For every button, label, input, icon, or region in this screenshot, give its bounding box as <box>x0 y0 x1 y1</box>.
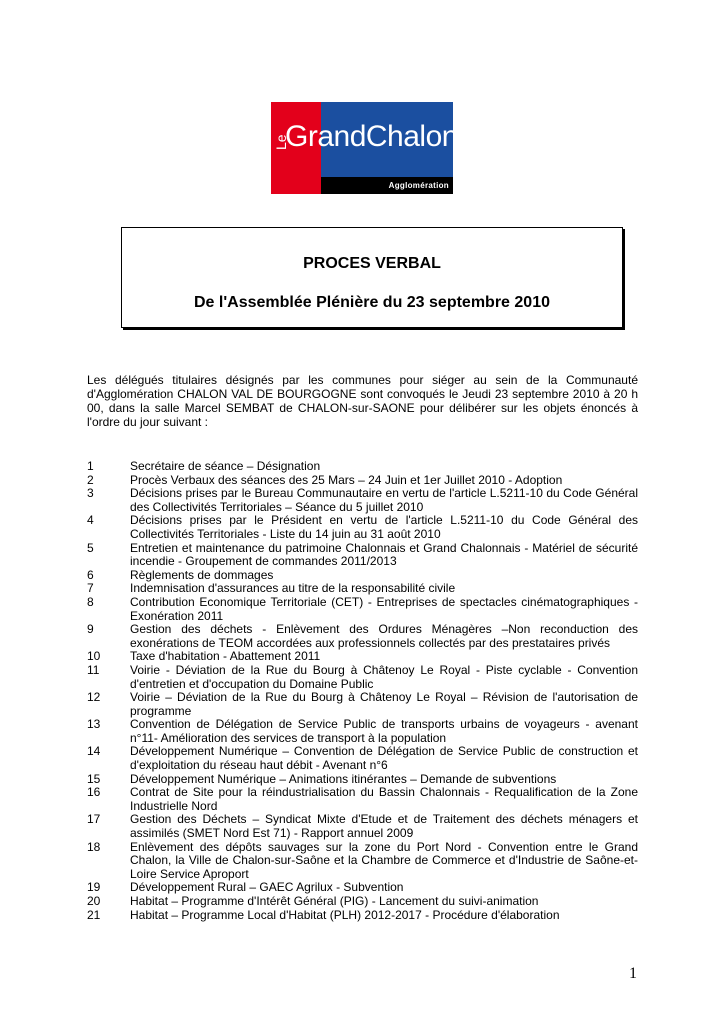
agenda-item-text: Convention de Délégation de Service Public de transports urbains de voyageurs - avenant n°11- Amélioration des services de transport à la population <box>130 717 638 745</box>
agenda-item-text: Indemnisation d'assurances au titre de la responsabilité civile <box>130 581 456 596</box>
agenda-item-text: Gestion des Déchets – Syndicat Mixte d'Etude et de Traitement des déchets ménagers et assimilés (SMET Nord Est 71) - Rapport annuel 2009 <box>130 812 638 841</box>
agenda-item <box>87 582 638 596</box>
grand-chalon-logo <box>271 102 458 194</box>
agenda-item <box>87 623 638 650</box>
agenda-item <box>87 718 638 745</box>
document-title: PROCES VERBAL <box>303 255 441 272</box>
agenda-item-number: 2 <box>87 472 94 487</box>
agenda-item-text: Entretien et maintenance du patrimoine Chalonnais et Grand Chalonnais - Matériel de sécurité incendie - Groupement de commandes 2011/2013 <box>130 540 638 569</box>
agenda-item-text: Secrétaire de séance – Désignation <box>130 459 321 473</box>
agenda-item-number: 5 <box>87 540 94 555</box>
agenda-item-number: 20 <box>87 894 101 908</box>
logo-wordmark <box>285 120 458 154</box>
agenda-item-number: 11 <box>87 662 100 677</box>
agenda-item <box>87 650 638 664</box>
agenda-item-number: 17 <box>87 812 101 827</box>
logo-subtitle: Agglomération <box>388 181 449 190</box>
agenda-item-number: 1 <box>87 459 94 473</box>
agenda-item-number: 8 <box>87 594 94 609</box>
agenda-item <box>87 691 638 718</box>
agenda-item <box>87 841 638 882</box>
agenda-item-number: 18 <box>87 839 101 854</box>
agenda-item-text: Enlèvement des dépôts sauvages sur la zone du Port Nord - Convention entre le Grand Chalon, la Ville de Chalon-sur-Saône et la Chambre de Commerce et d'Industrie de Saône-et-Loire Service Aproport <box>130 839 638 881</box>
agenda-item-number: 4 <box>87 513 94 528</box>
agenda-item-text: Voirie - Déviation de la Rue du Bourg à Châtenoy Le Royal - Piste cyclable - Convention d'entretien et d'occupation du Domaine Public <box>130 662 638 691</box>
agenda-item <box>87 786 638 813</box>
agenda-item-text: Gestion des déchets - Enlèvement des Ordures Ménagères –Non reconduction des exonérations de TEOM accordées aux professionnels collectés par des prestataires privés <box>130 622 638 650</box>
agenda-item <box>87 514 638 541</box>
logo-le-text: Le <box>273 134 289 150</box>
agenda-item-number: 10 <box>87 649 101 664</box>
agenda-item <box>87 813 638 840</box>
document-subtitle: De l'Assemblée Plénière du 23 septembre 2010 <box>194 294 550 311</box>
agenda-item-text: Règlements de dommages <box>130 567 274 582</box>
agenda-item-text: Décisions prises par le Bureau Communautaire en vertu de l'article L.5211-10 du Code Général des Collectivités Territoriales – Séance du 5 juillet 2010 <box>130 486 638 514</box>
agenda-item <box>87 487 638 514</box>
title-box <box>121 227 623 328</box>
agenda-item-number: 14 <box>87 744 101 759</box>
agenda-item-text: Voirie – Déviation de la Rue du Bourg à Châtenoy Le Royal – Révision de l'autorisation de programme <box>130 690 638 718</box>
agenda-item <box>87 460 638 474</box>
agenda-item-text: Développement Rural – GAEC Agrilux - Subvention <box>130 880 404 895</box>
agenda-item-number: 16 <box>87 785 101 800</box>
logo-grand-text: Grand <box>285 120 366 153</box>
agenda-item-number: 3 <box>87 486 94 501</box>
agenda-item <box>87 773 638 787</box>
agenda-item-number: 21 <box>87 907 101 922</box>
agenda-item <box>87 542 638 569</box>
agenda-item <box>87 596 638 623</box>
page-number: 1 <box>629 965 637 982</box>
agenda-item <box>87 745 638 772</box>
agenda-item-number: 12 <box>87 690 101 705</box>
agenda-item <box>87 569 638 583</box>
agenda-list <box>87 460 638 922</box>
agenda-item <box>87 664 638 691</box>
logo-chalon-text: Chalon <box>365 120 458 153</box>
agenda-item-number: 6 <box>87 567 94 582</box>
agenda-item-text: Contribution Economique Territoriale (CET) - Entreprises de spectacles cinématographiques - Exonération 2011 <box>130 594 638 623</box>
agenda-item-text: Développement Numérique – Convention de Délégation de Service Public de construction et d'exploitation du réseau haut débit - Avenant n°6 <box>130 744 638 773</box>
agenda-item-number: 13 <box>87 717 101 732</box>
agenda-item-text: Habitat – Programme Local d'Habitat (PLH) 2012-2017 - Procédure d'élaboration <box>130 907 560 922</box>
agenda-item-text: Décisions prises par le Président en vertu de l'article L.5211-10 du Code Général des Collectivités Territoriales - Liste du 14 juin au 31 août 2010 <box>130 513 638 541</box>
agenda-item-text: Taxe d'habitation - Abattement 2011 <box>130 649 321 664</box>
intro-paragraph: Les délégués titulaires désignés par les communes pour siéger au sein de la Communauté d'Agglomération CHALON VAL DE BOURGOGNE sont convoqués le Jeudi 23 septembre 2010 à 20 h 00, dans la salle Marcel SEMBAT de CHALON-sur-SAONE pour délibérer sur les objets énoncés à l'ordre du jour suivant : <box>87 373 638 429</box>
agenda-item-number: 7 <box>87 581 94 596</box>
agenda-item-number: 9 <box>87 622 94 637</box>
agenda-item-text: Procès Verbaux des séances des 25 Mars – 24 Juin et 1er Juillet 2010 - Adoption <box>130 472 563 487</box>
agenda-item-number: 15 <box>87 771 101 786</box>
agenda-item-text: Développement Numérique – Animations itinérantes – Demande de subventions <box>130 771 557 786</box>
agenda-item-text: Habitat – Programme d'Intérêt Général (PIG) - Lancement du suivi-animation <box>130 894 539 908</box>
agenda-item-text: Contrat de Site pour la réindustrialisation du Bassin Chalonnais - Requalification de la Zone Industrielle Nord <box>130 785 638 813</box>
agenda-item-number: 19 <box>87 880 101 895</box>
agenda-item <box>87 895 638 909</box>
agenda-item <box>87 909 638 923</box>
agenda-item <box>87 474 638 488</box>
agenda-item <box>87 881 638 895</box>
